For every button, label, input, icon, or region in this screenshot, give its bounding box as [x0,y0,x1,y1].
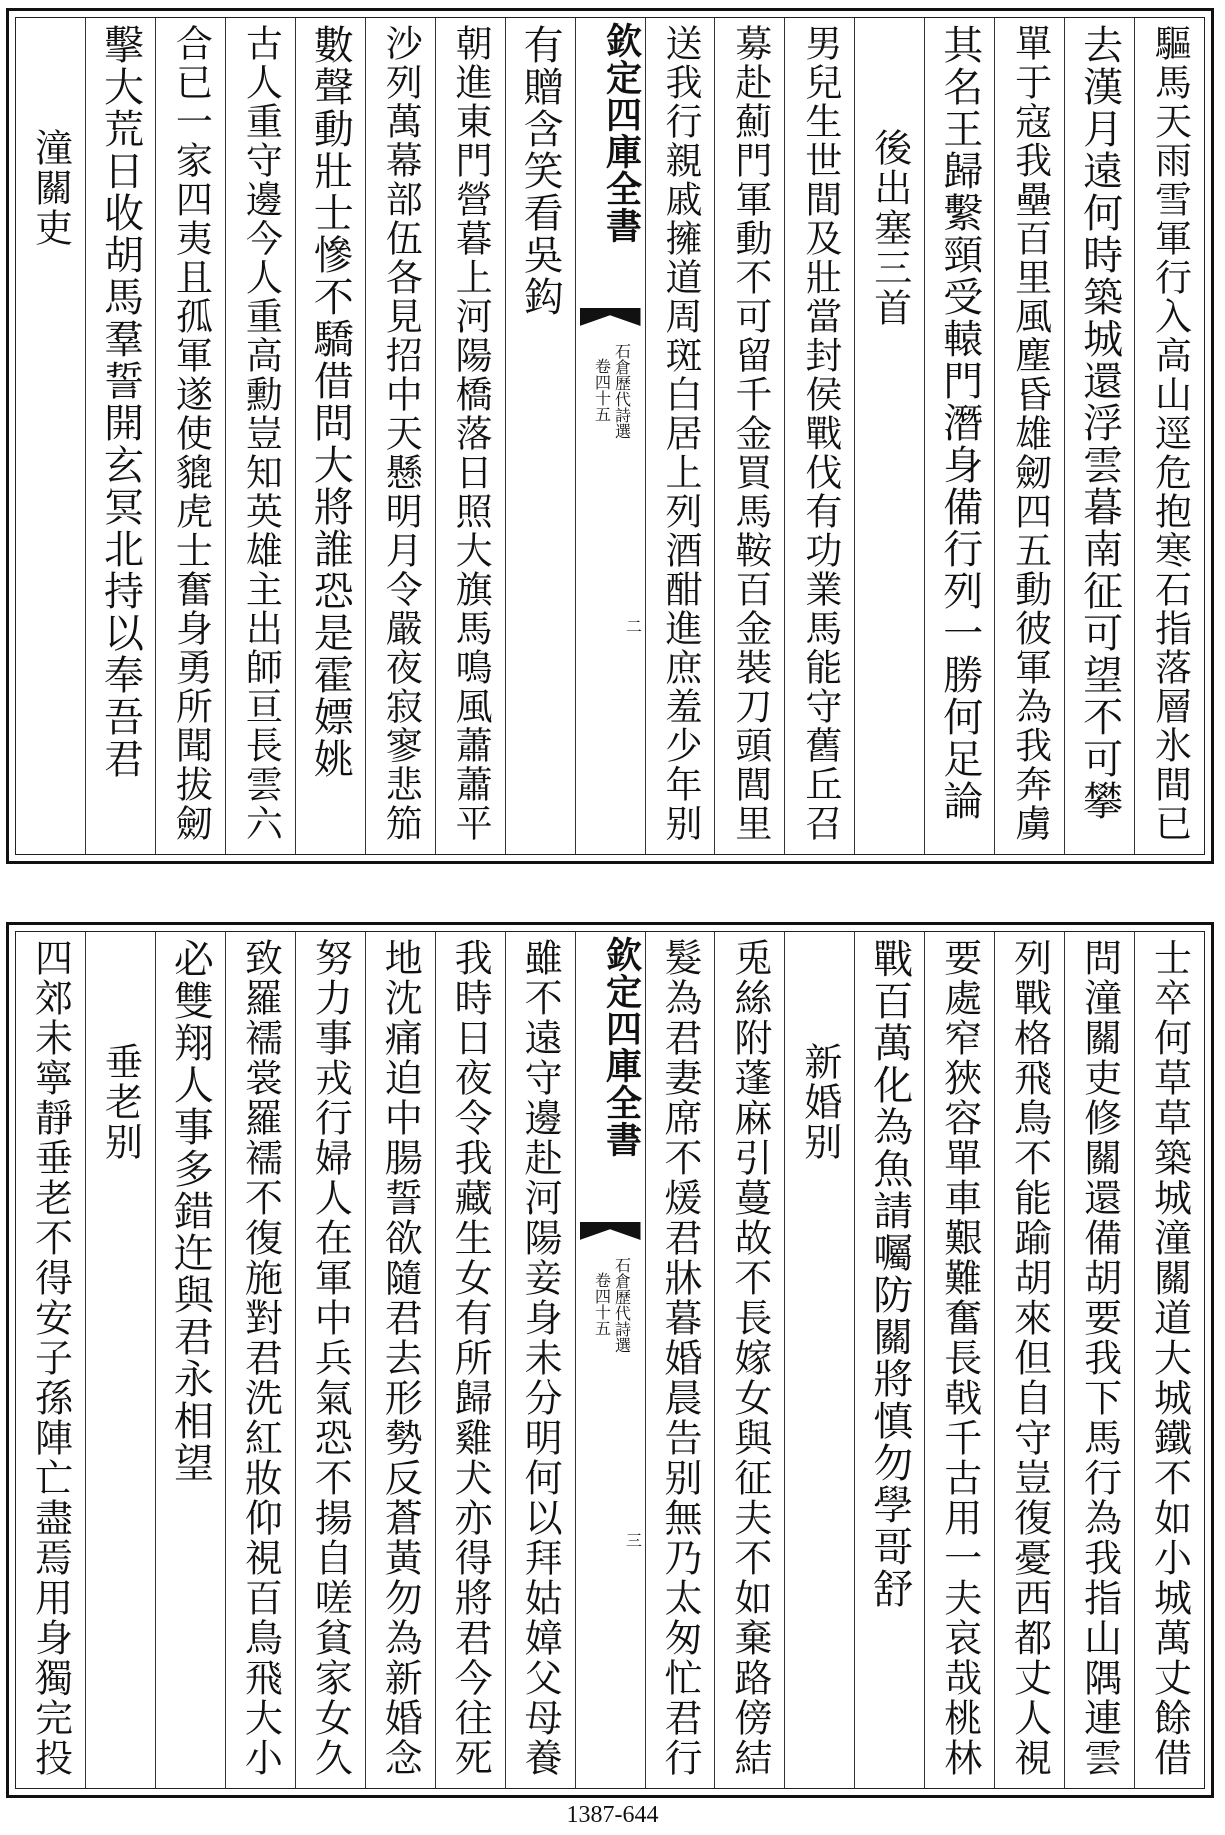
poem-title-column [784,932,854,1788]
fishtail-mark [580,308,641,326]
poem-line: 列戰格飛鳥不能踰胡來但自守豈復憂西都丈人視 [1007,938,1052,1778]
poem-line: 沙列萬幕部伍各見招中天懸明月令嚴夜寂寥悲笳 [379,24,423,843]
text-column [1134,932,1204,1788]
poem-line: 戰百萬化為魚請囑防關將慎勿學哥舒 [866,938,913,1610]
text-column [295,18,365,854]
anthology-name: 石倉歷代詩選 [612,343,632,439]
poem-line: 單于寇我壘百里風塵昏雄劒四五動彼軍為我奔虜 [1008,24,1052,843]
text-column [645,18,715,854]
poem-title: 後出塞三首 [867,128,912,328]
poem-line: 地沈痛迫中腸誓欲隨君去形勢反蒼黃勿為新婚念 [378,938,423,1778]
poem-line: 朝進東門營暮上河陽橋落日照大旗馬鳴風蕭蕭平 [449,24,493,843]
text-column [714,932,784,1788]
text-column [365,18,435,854]
text-column [854,932,924,1788]
upper-page-frame [15,17,1205,855]
poem-line: 送我行親戚擁道周斑白居上列酒酣進庶羞少年别 [658,24,702,843]
lower-page-columns [16,932,1204,1788]
page-number: 1387-644 [566,1802,659,1828]
poem-line: 男兒生世間及壯當封侯戰伐有功業馬能守舊丘召 [798,24,842,843]
poem-line: 士卒何草草築城潼關道大城鐵不如小城萬丈餘借 [1147,938,1192,1778]
upper-page [6,8,1214,864]
poem-line: 古人重守邊今人重高勳豈知英雄主出師亘長雲六 [239,24,283,843]
volume-number: 卷四十五 [592,1272,612,1336]
book-title: 欽定四庫全書 [600,22,643,244]
fishtail-mark [580,1222,641,1240]
poem-line: 其名王歸繫頸受轅門潛身備行列一勝何足論 [936,24,983,822]
text-column [924,18,994,854]
lower-page-frame [15,931,1205,1789]
text-column [435,932,505,1788]
poem-line: 去漢月遠何時築城還浮雲暮南征可望不可攀 [1076,24,1123,822]
text-column [225,932,295,1788]
poem-title: 垂老别 [98,1042,143,1162]
text-column [994,932,1064,1788]
leaf-number: 三 [623,1532,643,1548]
poem-line: 有贈含笑看吳鈎 [517,24,564,318]
poem-line: 髮為君妻席不煖君牀暮婚晨告别無乃太匆忙君行 [657,938,702,1778]
text-column [505,18,575,854]
poem-line: 數聲動壯士慘不驕借問大將誰恐是霍嫖姚 [307,24,354,780]
poem-line: 四郊未寧靜垂老不得安子孫陣亡盡焉用身獨完投 [28,938,73,1778]
text-column [645,932,715,1788]
text-column [924,932,994,1788]
text-column [155,932,225,1788]
text-column [225,18,295,854]
lower-page [6,922,1214,1798]
book-title: 欽定四庫全書 [600,936,643,1158]
text-column [16,932,85,1788]
poem-title: 新婚别 [797,1042,842,1162]
text-column [1134,18,1204,854]
poem-line: 努力事戎行婦人在軍中兵氣恐不揚自嗟貧家女久 [308,938,353,1778]
upper-page-columns [16,18,1204,854]
poem-line: 問潼關吏修關還備胡要我下馬行為我指山隅連雲 [1077,938,1122,1778]
poem-title-column [85,932,155,1788]
text-column [714,18,784,854]
poem-line: 驅馬天雨雪軍行入高山逕危抱寒石指落層氷間已 [1148,24,1192,843]
text-column [435,18,505,854]
text-column [784,18,854,854]
text-column [1064,932,1134,1788]
text-column [155,18,225,854]
poem-line: 我時日夜令我藏生女有所歸雞犬亦得將君今往死 [448,938,493,1778]
poem-line: 致羅襦裳羅襦不復施對君洗紅妝仰視百鳥飛大小 [238,938,283,1778]
text-column [85,18,155,854]
center-fold-column [575,932,645,1788]
poem-title: 潼關吏 [28,128,73,248]
poem-line: 要處窄狹容單車艱難奮長戟千古用一夫哀哉桃林 [937,938,982,1778]
center-fold-column [575,18,645,854]
poem-line: 募赴薊門軍動不可留千金買馬鞍百金裝刀頭閭里 [728,24,772,843]
poem-line: 擊大荒日收胡馬羣誓開玄冥北持以奉吾君 [97,24,144,780]
anthology-name: 石倉歷代詩選 [612,1257,632,1353]
text-column [295,932,365,1788]
poem-line: 必雙翔人事多錯迕與君永相望 [167,938,214,1484]
poem-line: 合已一家四夷且孤軍遂使貔虎士奮身勇所聞拔劒 [169,24,213,843]
text-column [994,18,1064,854]
text-column [365,932,435,1788]
volume-number: 卷四十五 [592,358,612,422]
leaf-number: 二 [623,618,643,634]
text-column [1064,18,1134,854]
poem-line: 雖不遠守邊赴河陽妾身未分明何以拜姑嫜父母養 [518,938,563,1778]
text-column [505,932,575,1788]
poem-line: 兎絲附蓬麻引蔓故不長嫁女與征夫不如棄路傍結 [727,938,772,1778]
poem-title-column [16,18,85,854]
poem-title-column [854,18,924,854]
